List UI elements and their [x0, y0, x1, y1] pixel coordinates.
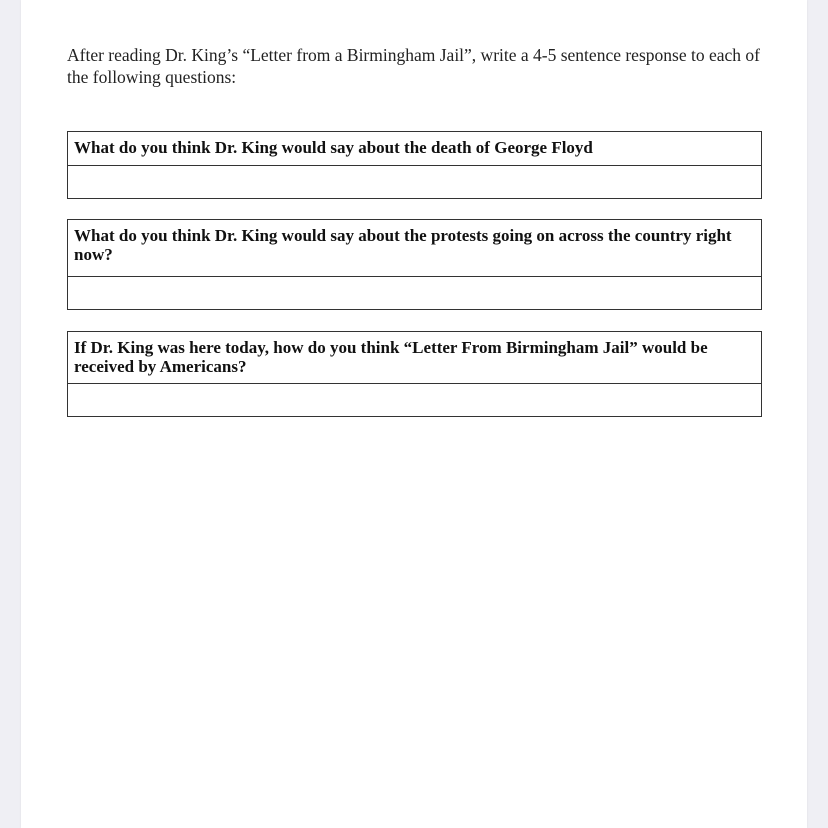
question-table-3	[67, 331, 762, 417]
question-prompt-2: What do you think Dr. King would say about the protests going on across the country right now?	[68, 220, 761, 277]
answer-field-2[interactable]	[68, 277, 761, 309]
answer-field-1[interactable]	[68, 166, 761, 198]
question-prompt-1: What do you think Dr. King would say about the death of George Floyd	[68, 132, 761, 166]
instructions-text: After reading Dr. King’s “Letter from a Birmingham Jail”, write a 4-5 sentence response to each of the following questions:	[67, 45, 760, 87]
question-table-1	[67, 131, 762, 199]
answer-field-3[interactable]	[68, 384, 761, 416]
question-table-2	[67, 219, 762, 310]
question-prompt-3: If Dr. King was here today, how do you think “Letter From Birmingham Jail” would be received by Americans?	[68, 332, 761, 384]
document-page	[21, 0, 807, 828]
